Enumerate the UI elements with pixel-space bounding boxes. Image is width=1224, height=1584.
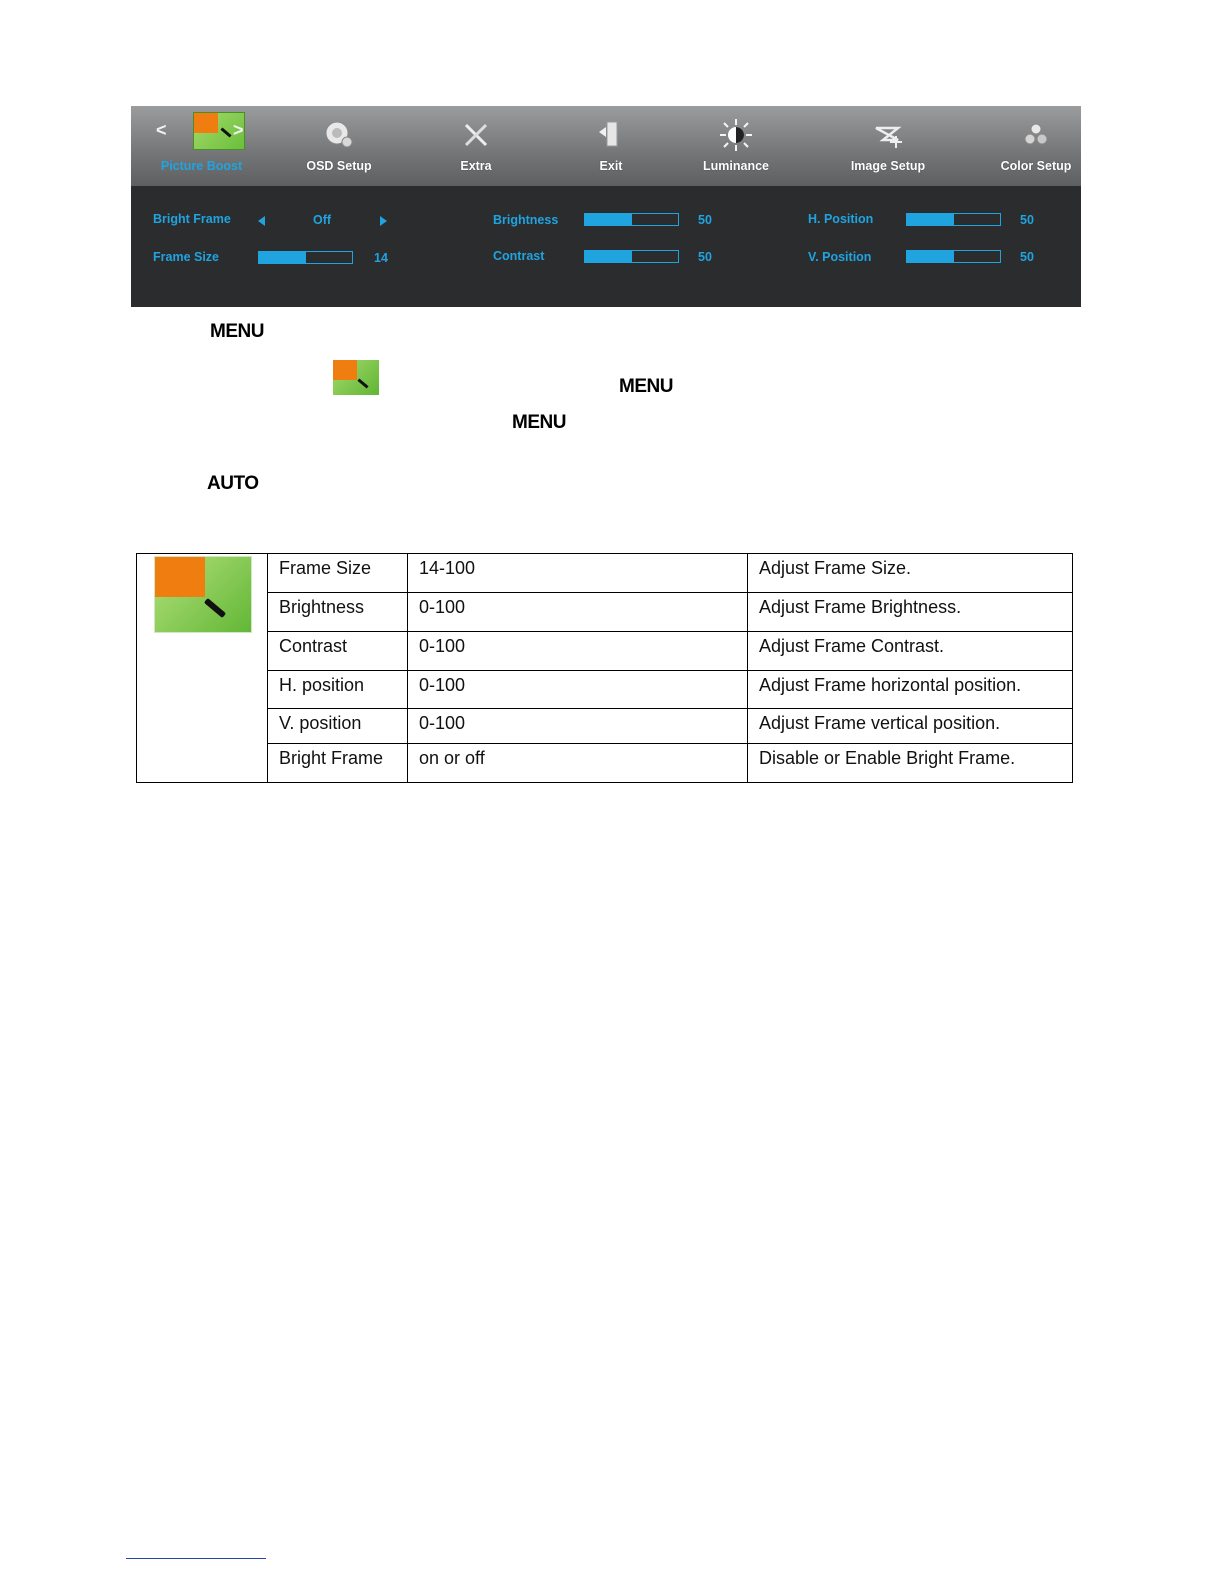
item-description: Adjust Frame horizontal position. (748, 671, 1073, 709)
item-name: Frame Size (268, 554, 408, 593)
tab-color-setup[interactable] (986, 106, 1081, 186)
frame-size-value: 14 (374, 251, 388, 265)
table-row (137, 554, 1073, 593)
luminance-icon (719, 118, 753, 152)
item-range: 0-100 (408, 671, 748, 709)
v-position-slider[interactable] (906, 250, 1001, 263)
slider-fill (585, 214, 632, 225)
menu-key-text: MENU (619, 376, 673, 397)
picture-boost-icon (154, 556, 252, 633)
osd-setup-icon (322, 118, 356, 152)
item-description: Adjust Frame Size. (748, 554, 1073, 593)
icon-cell (137, 554, 268, 783)
item-range: 14-100 (408, 554, 748, 593)
table-row (137, 744, 1073, 783)
footer-rule (126, 1558, 266, 1559)
bright-frame-label: Bright Frame (153, 212, 231, 226)
contrast-slider[interactable] (584, 250, 679, 263)
table-row (137, 671, 1073, 709)
image-setup-icon (871, 118, 905, 152)
item-description: Adjust Frame Brightness. (748, 593, 1073, 632)
color-setup-icon (1019, 118, 1053, 152)
tab-label: Picture Boost (160, 159, 243, 173)
tab-label: Exit (599, 159, 623, 173)
frame-size-slider[interactable] (258, 251, 353, 264)
chevron-right-icon[interactable]: > (233, 120, 244, 140)
item-name: Bright Frame (268, 744, 408, 783)
table-row (137, 632, 1073, 671)
picture-boost-icon (333, 360, 379, 395)
tab-label: Luminance (703, 159, 769, 173)
chevron-left-icon[interactable]: < (156, 120, 167, 140)
brightness-label: Brightness (493, 213, 559, 227)
tab-image-setup[interactable] (838, 106, 938, 186)
extra-icon (459, 118, 493, 152)
exit-icon (594, 118, 628, 152)
slider-fill (907, 214, 954, 225)
bright-frame-value[interactable]: Off (313, 213, 332, 227)
h-position-value: 50 (1020, 213, 1034, 227)
item-name: Contrast (268, 632, 408, 671)
osd-tab-bar (131, 106, 1081, 186)
menu-key-text: MENU (512, 412, 566, 433)
item-range: on or off (408, 744, 748, 783)
brightness-slider[interactable] (584, 213, 679, 226)
contrast-value: 50 (698, 250, 712, 264)
slider-fill (259, 252, 306, 263)
auto-key-text: AUTO (207, 473, 259, 494)
v-position-label: V. Position (808, 250, 872, 264)
function-table (136, 553, 1073, 783)
slider-fill (585, 251, 632, 262)
v-position-value: 50 (1020, 250, 1034, 264)
tab-label: Extra (460, 159, 492, 173)
tab-osd-setup[interactable] (289, 106, 389, 186)
tab-picture-boost[interactable] (149, 106, 254, 186)
h-position-slider[interactable] (906, 213, 1001, 226)
item-name: Brightness (268, 593, 408, 632)
frame-size-label: Frame Size (153, 250, 220, 264)
item-range: 0-100 (408, 709, 748, 744)
tab-label: Image Setup (850, 159, 926, 173)
h-position-label: H. Position (808, 212, 874, 226)
item-description: Disable or Enable Bright Frame. (748, 744, 1073, 783)
table-row (137, 593, 1073, 632)
tab-label: OSD Setup (306, 159, 372, 173)
arrow-left-icon[interactable] (258, 216, 265, 226)
arrow-right-icon[interactable] (380, 216, 387, 226)
contrast-label: Contrast (493, 249, 545, 263)
item-description: Adjust Frame vertical position. (748, 709, 1073, 744)
osd-menu (131, 106, 1081, 307)
item-name: V. position (268, 709, 408, 744)
tab-label: Color Setup (1000, 159, 1072, 173)
item-range: 0-100 (408, 632, 748, 671)
brightness-value: 50 (698, 213, 712, 227)
tab-luminance[interactable] (686, 106, 786, 186)
table-row (137, 709, 1073, 744)
slider-fill (907, 251, 954, 262)
tab-exit[interactable] (561, 106, 661, 186)
menu-key-text: MENU (210, 321, 264, 342)
item-range: 0-100 (408, 593, 748, 632)
item-name: H. position (268, 671, 408, 709)
tab-extra[interactable] (426, 106, 526, 186)
item-description: Adjust Frame Contrast. (748, 632, 1073, 671)
